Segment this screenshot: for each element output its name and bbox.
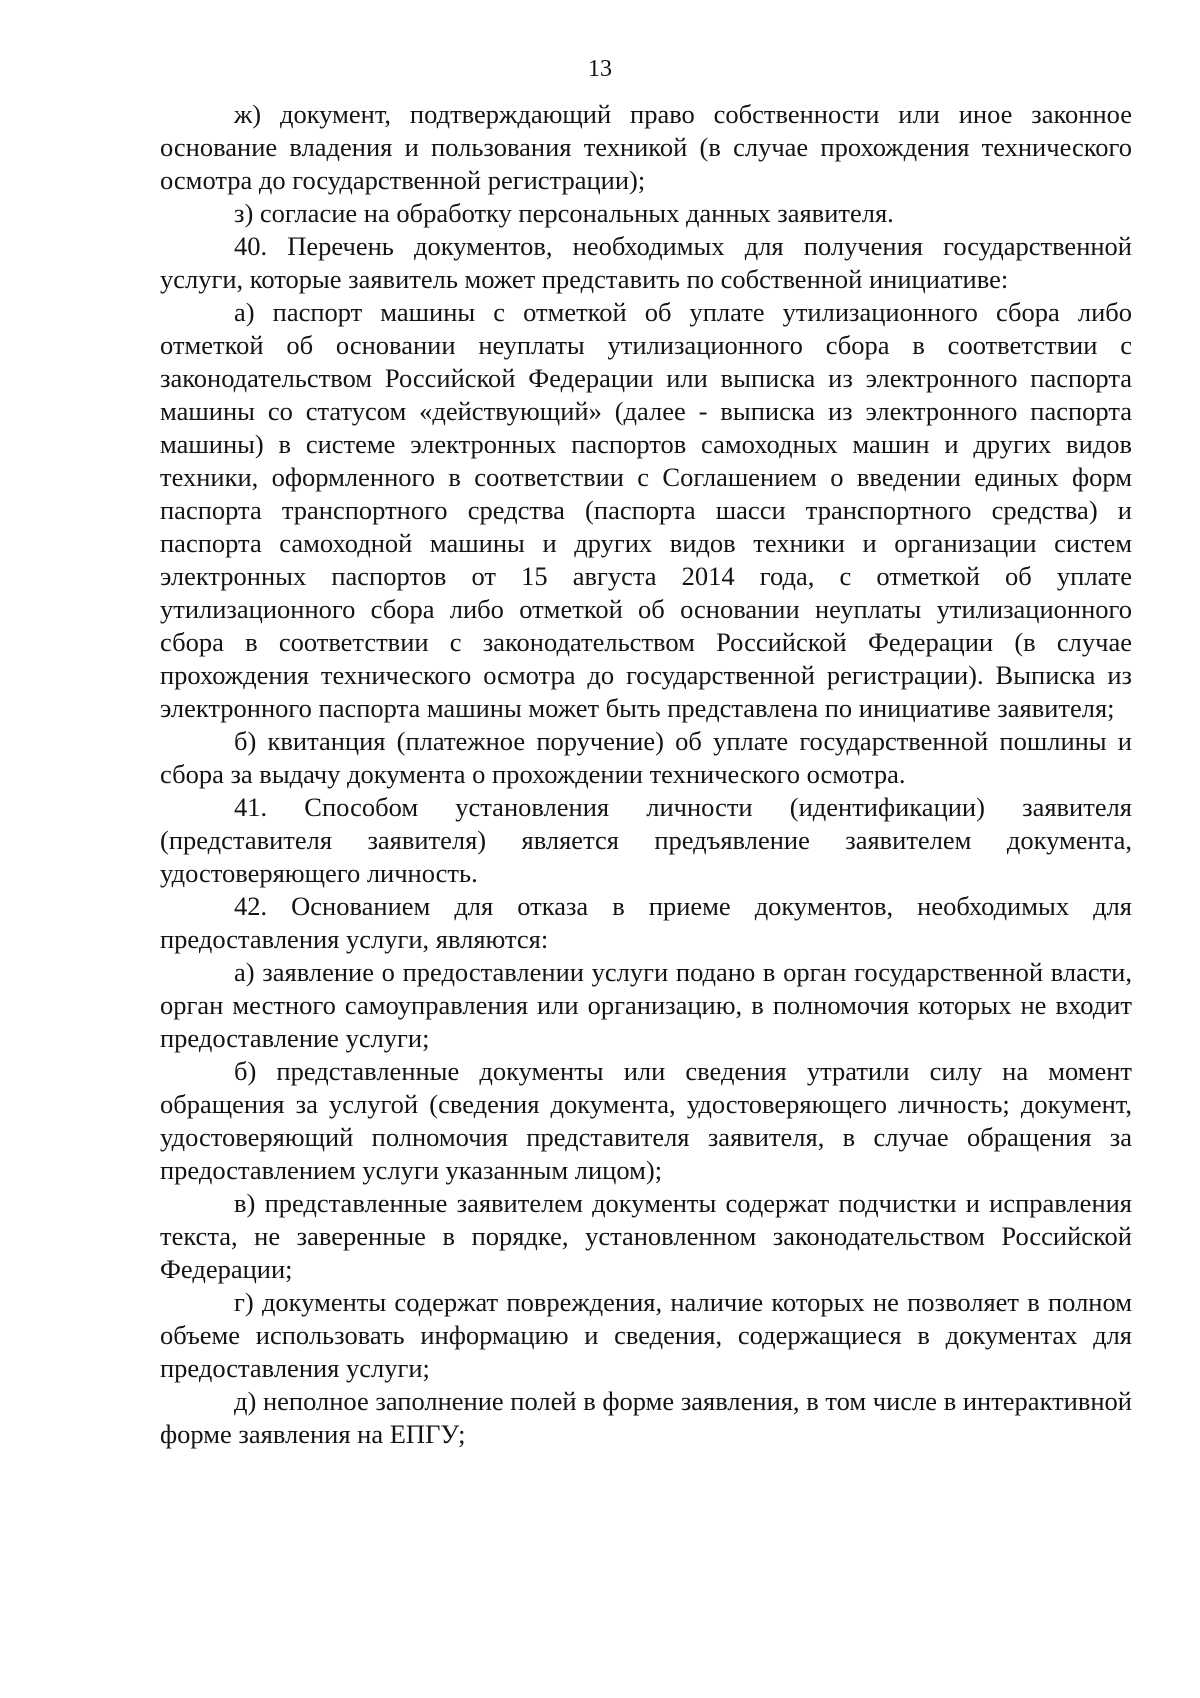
paragraph-item-z: з) согласие на обработку персональных данных заявителя. <box>234 198 894 228</box>
paragraph-clause-42-b: б) представленные документы или сведения утратили силу на момент обращения за услугой (сведения документа, удостоверяющего личность; документ, удостоверяющий полномочия представителя заявителя, в случае обращения за предоставлением услуги указанным лицом); <box>160 1056 1132 1185</box>
paragraph-clause-40-b: б) квитанция (платежное поручение) об уплате государственной пошлины и сбора за выдачу документа о прохождении технического осмотра. <box>160 726 1132 789</box>
paragraph-clause-42-v: в) представленные заявителем документы содержат подчистки и исправления текста, не заверенные в порядке, установленном законодательством Российской Федерации; <box>160 1188 1132 1284</box>
document-body <box>160 98 1132 1451</box>
paragraph-clause-42: 42. Основанием для отказа в приеме документов, необходимых для предоставления услуги, являются: <box>160 891 1132 954</box>
paragraph-clause-42-d: д) неполное заполнение полей в форме заявления, в том числе в интерактивной форме заявления на ЕПГУ; <box>160 1386 1132 1449</box>
paragraph-clause-40: 40. Перечень документов, необходимых для получения государственной услуги, которые заявитель может представить по собственной инициативе: <box>160 231 1132 294</box>
paragraph-clause-42-a: а) заявление о предоставлении услуги подано в орган государственной власти, орган местного самоуправления или организацию, в полномочия которых не входит предоставление услуги; <box>160 957 1132 1053</box>
paragraph-clause-40-a: а) паспорт машины с отметкой об уплате утилизационного сбора либо отметкой об основании неуплаты утилизационного сбора в соответствии с законодательством Российской Федерации или выписка из электронного паспорта машины со статусом «действующий» (далее - выписка из электронного паспорта машины) в системе электронных паспортов самоходных машин и других видов техники, оформленного в соответствии с Соглашением о введении единых форм паспорта транспортного средства (паспорта шасси транспортного средства) и паспорта самоходной машины и других видов техники и организации систем электронных паспортов от 15 августа 2014 года, с отметкой об уплате утилизационного сбора либо отметкой об основании неуплаты утилизационного сбора в соответствии с законодательством Российской Федерации (в случае прохождения технического осмотра до государственной регистрации). Выписка из электронного паспорта машины может быть представлена по инициативе заявителя; <box>160 297 1132 723</box>
paragraph-item-zh: ж) документ, подтверждающий право собственности или иное законное основание владения и пользования техникой (в случае прохождения технического осмотра до государственной регистрации); <box>160 99 1132 195</box>
page-number: 13 <box>588 56 612 82</box>
paragraph-clause-41: 41. Способом установления личности (идентификации) заявителя (представителя заявителя) является предъявление заявителем документа, удостоверяющего личность. <box>160 792 1132 888</box>
paragraph-clause-42-g: г) документы содержат повреждения, наличие которых не позволяет в полном объеме использовать информацию и сведения, содержащиеся в документах для предоставления услуги; <box>160 1287 1132 1383</box>
